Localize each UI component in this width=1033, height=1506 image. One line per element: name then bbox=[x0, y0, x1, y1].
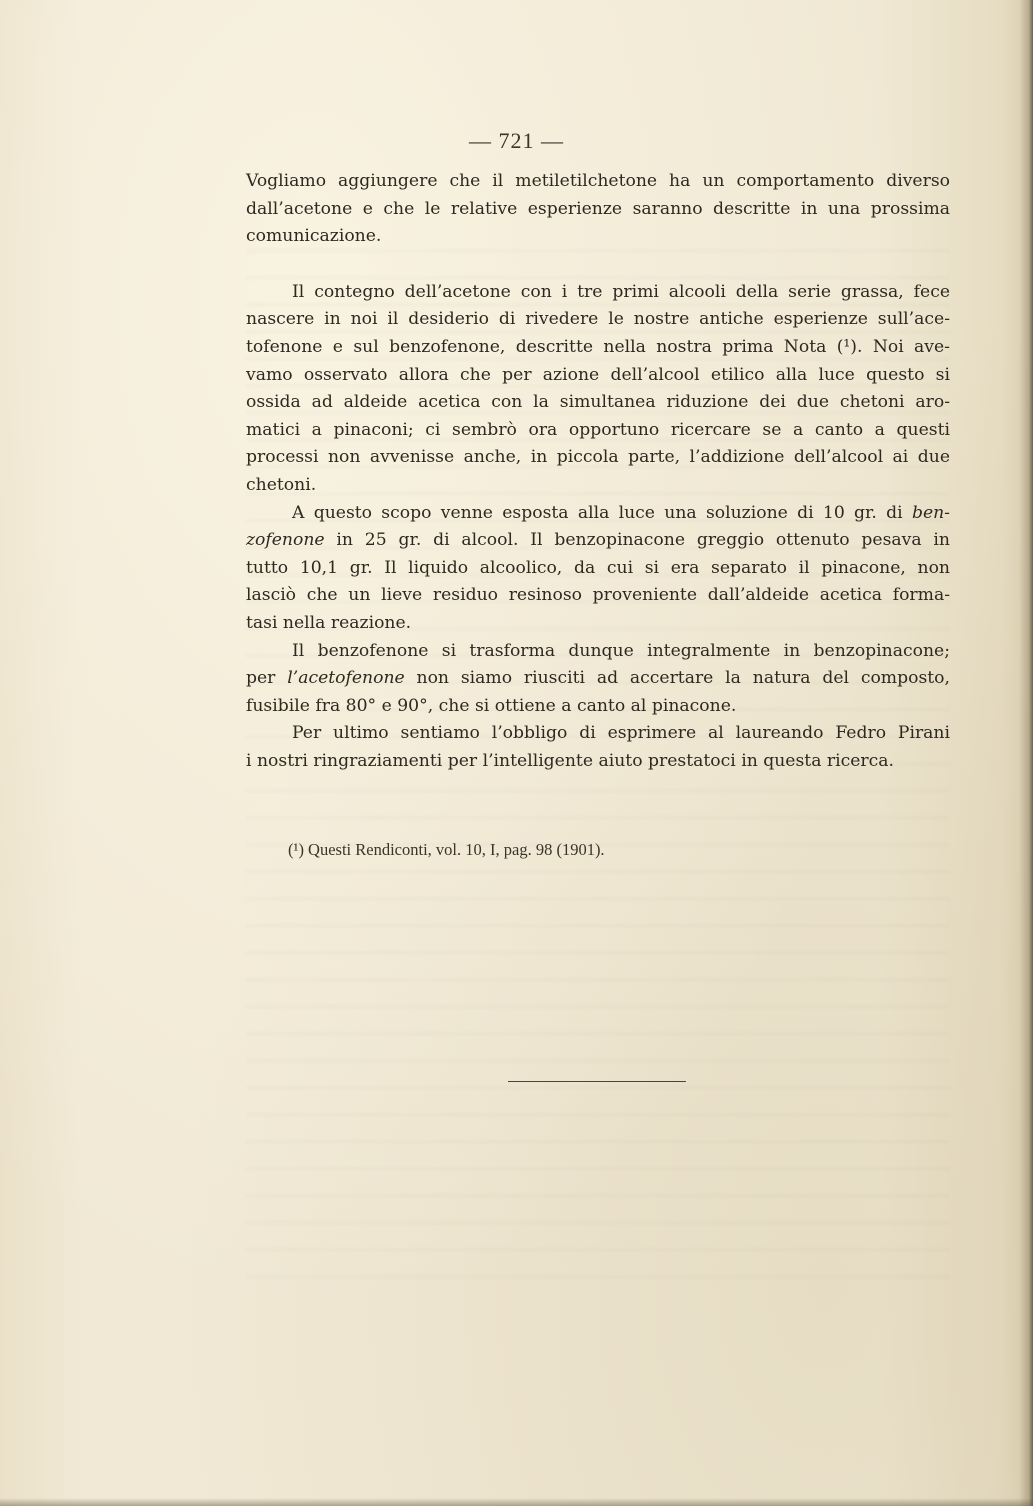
text-line: ossida ad aldeide acetica con la simultanea riduzione dei due chetoni aro- bbox=[246, 392, 950, 413]
text-line: Vogliamo aggiungere che il metiletilchetone ha un comportamento diverso bbox=[246, 171, 950, 191]
text-line bbox=[246, 665, 950, 693]
text-run: non siamo riusciti ad accertare la natura del composto, bbox=[404, 668, 950, 689]
text-line bbox=[246, 500, 950, 528]
text-line bbox=[246, 527, 950, 555]
text-run: A questo scopo venne esposta alla luce una soluzione di 10 gr. di bbox=[292, 502, 912, 523]
paragraph-gap bbox=[246, 251, 950, 279]
end-rule bbox=[508, 1081, 686, 1082]
footnote: (¹) Questi Rendiconti, vol. 10, I, pag. 98 (1901). bbox=[288, 840, 605, 859]
text-line: Per ultimo sentiamo l’obbligo di esprimere al laureando Fedro Pirani bbox=[292, 723, 950, 744]
text-line: fusibile fra 80° e 90°, che si ottiene a canto al pinacone. bbox=[246, 695, 737, 716]
text-line: tasi nella reazione. bbox=[246, 612, 412, 633]
page-bottom-shadow bbox=[0, 1498, 1033, 1506]
text-line: nascere in noi il desiderio di rivedere le nostre antiche esperienze sull’ace- bbox=[246, 309, 950, 330]
italic-run: ben- bbox=[911, 502, 950, 523]
paragraph-5 bbox=[246, 720, 950, 775]
body-text bbox=[246, 168, 950, 775]
italic-run: l’acetofenone bbox=[287, 668, 405, 689]
text-run: in 25 gr. di alcool. Il benzopinacone greggio ottenuto pesava in bbox=[324, 530, 950, 551]
page-edge-shadow bbox=[1019, 0, 1033, 1506]
paragraph-2 bbox=[246, 279, 950, 500]
text-line: chetoni. bbox=[246, 474, 317, 495]
paragraph-1 bbox=[246, 168, 950, 251]
text-line: comunicazione. bbox=[246, 226, 382, 247]
text-line: processi non avvenisse anche, in piccola parte, l’addizione dell’alcool ai due bbox=[246, 447, 950, 468]
text-line: Il benzofenone si trasforma dunque integralmente in benzopinacone; bbox=[292, 640, 950, 661]
paragraph-4 bbox=[246, 638, 950, 721]
text-line: matici a pinaconi; ci sembrò ora opportuno ricercare se a canto a questi bbox=[246, 419, 950, 440]
page-number: — 721 — bbox=[469, 128, 564, 153]
text-line: Il contegno dell’acetone con i tre primi alcooli della serie grassa, fece bbox=[292, 281, 950, 302]
text-line: lasciò che un lieve residuo resinoso proveniente dall’aldeide acetica forma- bbox=[246, 585, 950, 606]
text-line: i nostri ringraziamenti per l’intelligente aiuto prestatoci in questa ricerca. bbox=[246, 750, 894, 771]
text-line: vamo osservato allora che per azione dell’alcool etilico alla luce questo si bbox=[246, 364, 950, 385]
text-line: tofenone e sul benzofenone, descritte nella nostra prima Nota (¹). Noi ave- bbox=[246, 336, 950, 357]
text-line: dall’acetone e che le relative esperienze saranno descritte in una prossima bbox=[246, 198, 950, 219]
italic-run: zofenone bbox=[246, 530, 325, 551]
text-line: tutto 10,1 gr. Il liquido alcoolico, da cui si era separato il pinacone, non bbox=[246, 557, 950, 578]
text-run: per bbox=[246, 668, 288, 689]
paragraph-3 bbox=[246, 500, 950, 638]
